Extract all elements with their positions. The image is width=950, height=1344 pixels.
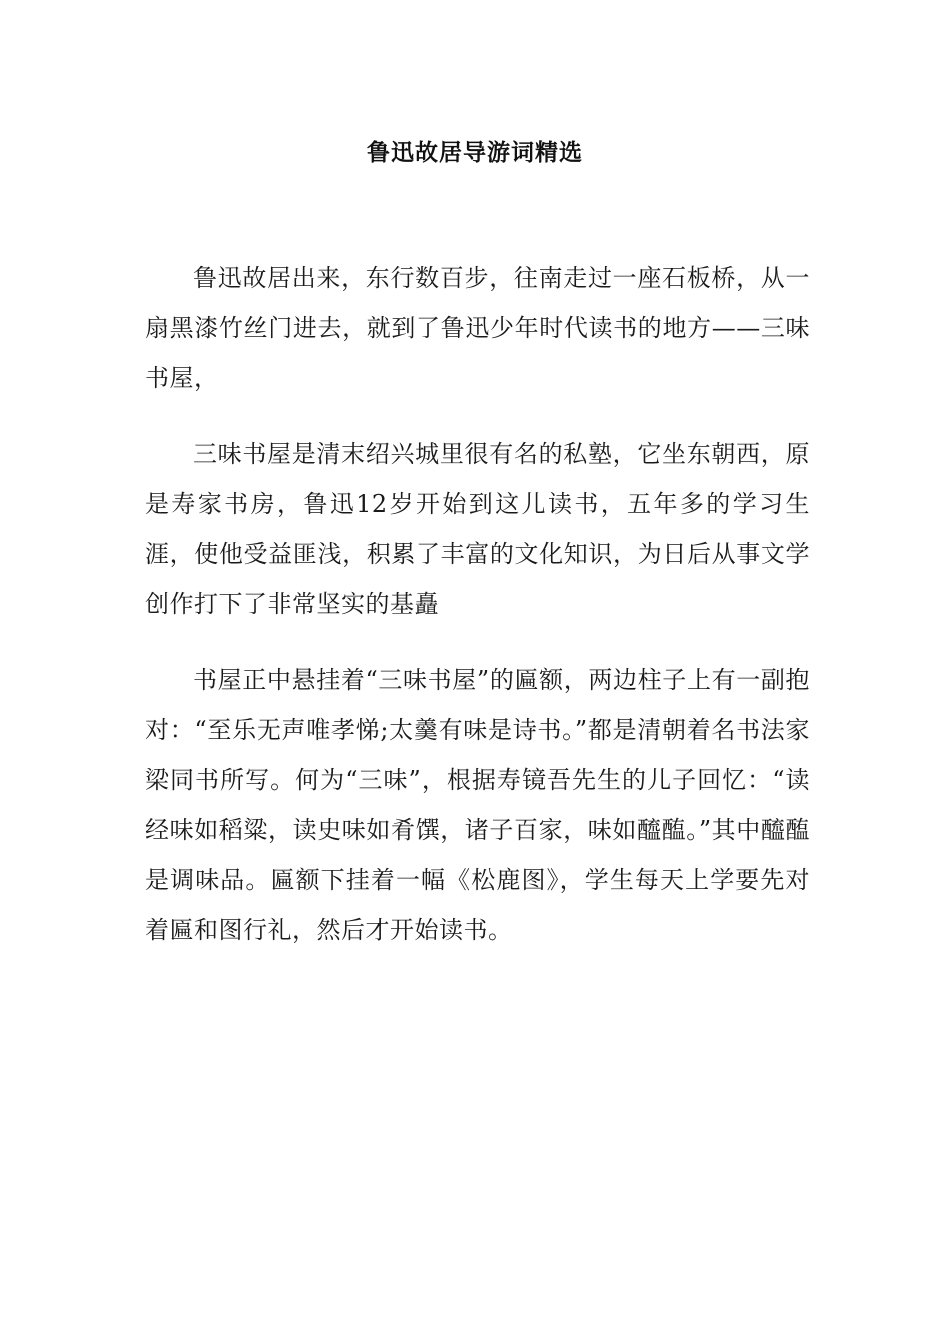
paragraph: 三味书屋是清末绍兴城里很有名的私塾，它坐东朝西，原是寿家书房，鲁迅12岁开始到这儿读书，五年多的学习生涯，使他受益匪浅，积累了丰富的文化知识，为日后从事文学创作打下了非常坚实的基矗 bbox=[145, 440, 810, 618]
paragraph: 鲁迅故居出来，东行数百步，往南走过一座石板桥，从一扇黑漆竹丝门进去，就到了鲁迅少年时代读书的地方——三味书屋， bbox=[145, 264, 810, 392]
document-title: 鲁迅故居导游词精选 bbox=[367, 140, 583, 166]
paragraph: 书屋正中悬挂着“三味书屋”的匾额，两边柱子上有一副抱对：“至乐无声唯孝悌;太羹有味是诗书。”都是清朝着名书法家梁同书所写。何为“三味”，根据寿镜吾先生的儿子回忆：“读经味如稻粱，读史味如肴馔，诸子百家，味如醯醢。”其中醯醢是调味品。匾额下挂着一幅《松鹿图》，学生每天上学要先对着匾和图行礼，然后才开始读书。 bbox=[145, 666, 810, 944]
document-body bbox=[145, 253, 810, 981]
